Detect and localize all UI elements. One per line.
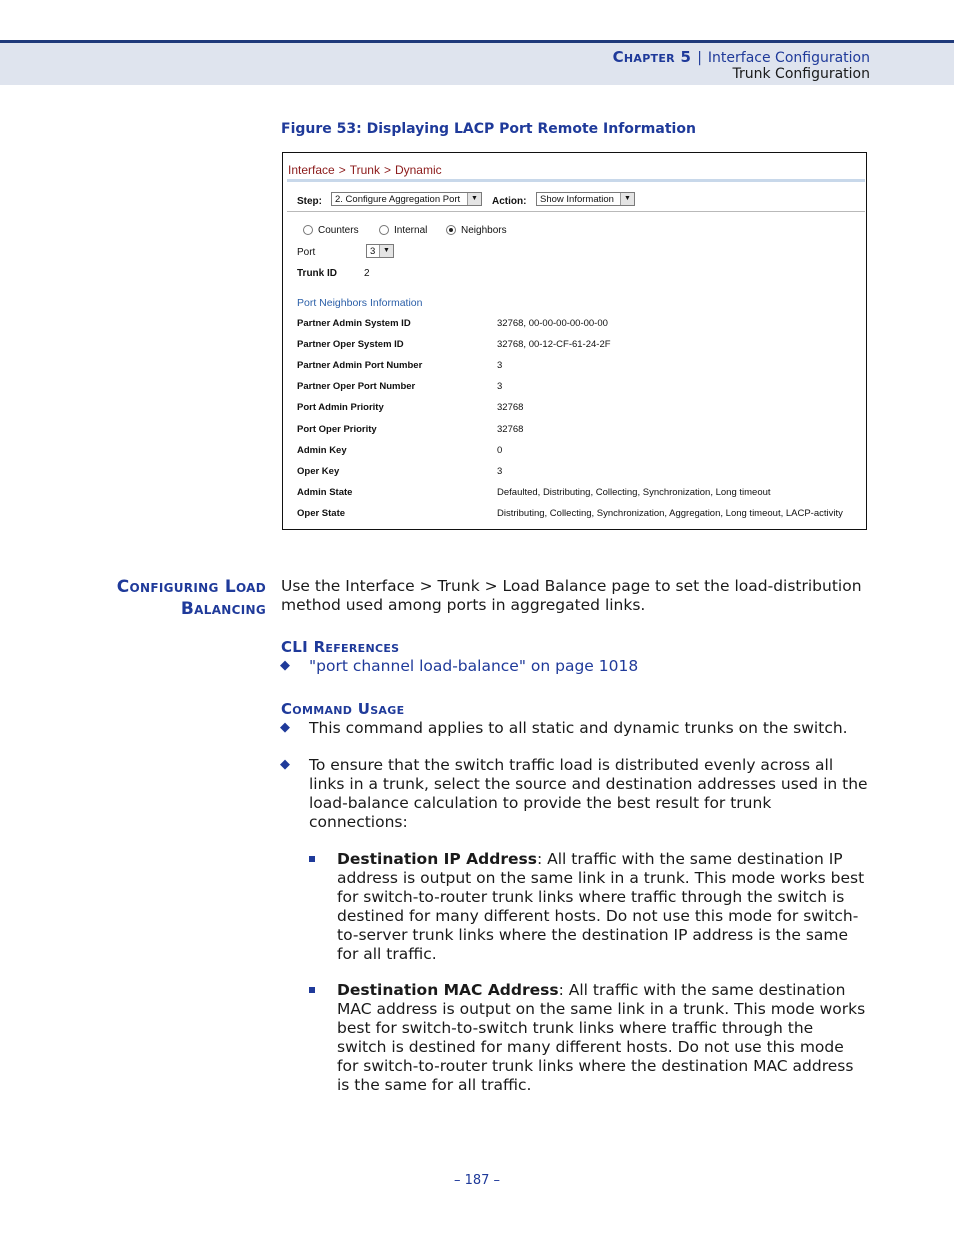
section-heading-line2: Balancing (180, 599, 266, 619)
figure-caption: Figure 53: Displaying LACP Port Remote Information (281, 121, 696, 137)
step-label: Step: (297, 196, 322, 207)
info-row-label: Partner Admin Port Number (297, 360, 423, 372)
breadcrumb-sep: > (383, 163, 391, 177)
info-row-value: 32768, 00-00-00-00-00-00 (497, 318, 608, 329)
cli-references-heading: CLI References (281, 638, 400, 656)
radio-neighbors[interactable] (446, 225, 507, 236)
info-row-value: 32768, 00-12-CF-61-24-2F (497, 339, 611, 351)
dest-mac-line: MAC address is output on the same link in a trunk. This mode works (337, 1000, 866, 1018)
dest-ip-text: : All traffic with the same destination IP (536, 850, 843, 868)
usage-bullet-2 (309, 756, 868, 832)
section-title: Port Neighbors Information (297, 297, 423, 309)
trunk-id-label: Trunk ID (297, 268, 338, 279)
header-chapter-line (613, 48, 870, 66)
info-row-value: 3 (497, 465, 503, 477)
usage-bullet-1: This command applies to all static and dynamic trunks on the switch. (309, 719, 848, 737)
page-header (0, 40, 954, 85)
radio-counters[interactable] (303, 225, 359, 236)
chevron-down-icon: ▼ (379, 245, 393, 257)
diamond-bullet-icon: ◆ (280, 757, 290, 772)
page-number: – 187 – (453, 1173, 501, 1188)
info-row-label: Port Oper Priority (297, 423, 377, 435)
bullet-2-line: connections: (309, 813, 408, 831)
dest-mac-item (337, 981, 865, 1095)
dest-mac-term: Destination MAC Address (337, 981, 559, 999)
radio-internal-label: Internal (394, 225, 428, 236)
bullet-2-line: links in a trunk, select the source and destination addresses used in the (309, 775, 868, 793)
command-usage-heading: Command Usage (281, 700, 405, 718)
dest-mac-line (337, 981, 865, 1000)
step-select-value: 2. Configure Aggregation Port (335, 194, 461, 205)
breadcrumb-divider (287, 179, 865, 182)
chapter-label: Chapter 5 (612, 48, 692, 66)
dest-mac-text: : All traffic with the same destination (558, 981, 846, 999)
info-row-value: 32768 (497, 423, 524, 435)
radio-checked-icon (446, 225, 456, 235)
dest-mac-line: best for switch-to-switch trunk links where traffic through the (337, 1019, 814, 1037)
section-heading (117, 576, 266, 620)
dest-ip-line: destined for many different hosts. Do not use this mode for switch- (337, 907, 859, 925)
step-select[interactable] (331, 192, 482, 206)
trunk-id-value: 2 (364, 268, 370, 279)
section-heading-line1: Configuring Load (116, 577, 266, 597)
chevron-down-icon: ▼ (620, 193, 634, 205)
dest-mac-line: is the same for all traffic. (337, 1076, 532, 1094)
info-row-value: 3 (497, 381, 503, 393)
breadcrumb-trunk[interactable]: Trunk (349, 163, 380, 177)
info-row-label: Partner Admin System ID (297, 318, 411, 329)
header-separator: | (697, 50, 702, 66)
info-row-label: Partner Oper Port Number (297, 381, 416, 393)
radio-internal[interactable] (379, 225, 427, 236)
port-select-value: 3 (370, 246, 376, 257)
diamond-bullet-icon: ◆ (280, 658, 290, 673)
info-row-label: Oper State (297, 507, 346, 519)
dest-ip-item (337, 850, 864, 964)
port-label: Port (297, 247, 316, 258)
dest-ip-term: Destination IP Address (337, 850, 537, 868)
header-section: Interface Configuration (707, 50, 870, 66)
bullet-2-line: To ensure that the switch traffic load is distributed evenly across all (309, 756, 834, 774)
square-bullet-icon (309, 856, 315, 862)
dest-ip-line: for switch-to-router trunk links where traffic through the switch is (337, 888, 845, 906)
info-row-label: Port Admin Priority (297, 402, 384, 414)
breadcrumb-interface[interactable]: Interface (288, 163, 335, 177)
intro-paragraph (281, 577, 862, 615)
chevron-down-icon: ▼ (467, 193, 481, 205)
dest-ip-line: address is output on the same link in a trunk. This mode works best (337, 869, 865, 887)
radio-circle-icon (303, 225, 313, 235)
intro-line: Use the Interface > Trunk > Load Balance page to set the load-distribution (281, 577, 862, 595)
cli-link[interactable]: "port channel load-balance" on page 1018 (309, 657, 639, 675)
dest-mac-line: for switch-to-router trunk links where the destination MAC address (337, 1057, 854, 1075)
toolbar-divider (287, 211, 865, 212)
figure-screenshot (282, 152, 867, 530)
radio-counters-label: Counters (318, 225, 359, 236)
radio-circle-icon (379, 225, 389, 235)
info-row-value: Distributing, Collecting, Synchronization, Aggregation, Long timeout, LACP-activity (497, 507, 843, 519)
info-row-value: 3 (497, 360, 503, 372)
action-select-value: Show Information (540, 194, 614, 205)
radio-neighbors-label: Neighbors (461, 225, 507, 236)
info-row-value: 32768 (497, 402, 524, 414)
action-select[interactable] (536, 192, 635, 206)
dest-ip-line: for all traffic. (337, 945, 437, 963)
breadcrumb-dynamic[interactable]: Dynamic (394, 163, 442, 177)
dest-ip-line (337, 850, 864, 869)
port-select[interactable] (366, 244, 394, 258)
info-row-label: Admin Key (297, 444, 347, 456)
info-row-value: 0 (497, 444, 503, 456)
info-row-value: Defaulted, Distributing, Collecting, Synchronization, Long timeout (497, 486, 771, 498)
breadcrumb (288, 163, 442, 177)
diamond-bullet-icon: ◆ (280, 720, 290, 735)
breadcrumb-sep: > (338, 163, 346, 177)
info-row-label: Oper Key (297, 465, 340, 477)
action-label: Action: (492, 196, 527, 207)
dest-mac-line: switch is destined for many different hosts. Do not use this mode (337, 1038, 844, 1056)
header-subsection: Trunk Configuration (732, 66, 870, 82)
info-row-label: Partner Oper System ID (297, 339, 404, 351)
intro-line: method used among ports in aggregated links. (281, 596, 646, 614)
dest-ip-line: to-server trunk links where the destination IP address is the same (337, 926, 849, 944)
square-bullet-icon (309, 987, 315, 993)
bullet-2-line: load-balance calculation to provide the best result for trunk (309, 794, 772, 812)
info-row-label: Admin State (297, 486, 353, 498)
